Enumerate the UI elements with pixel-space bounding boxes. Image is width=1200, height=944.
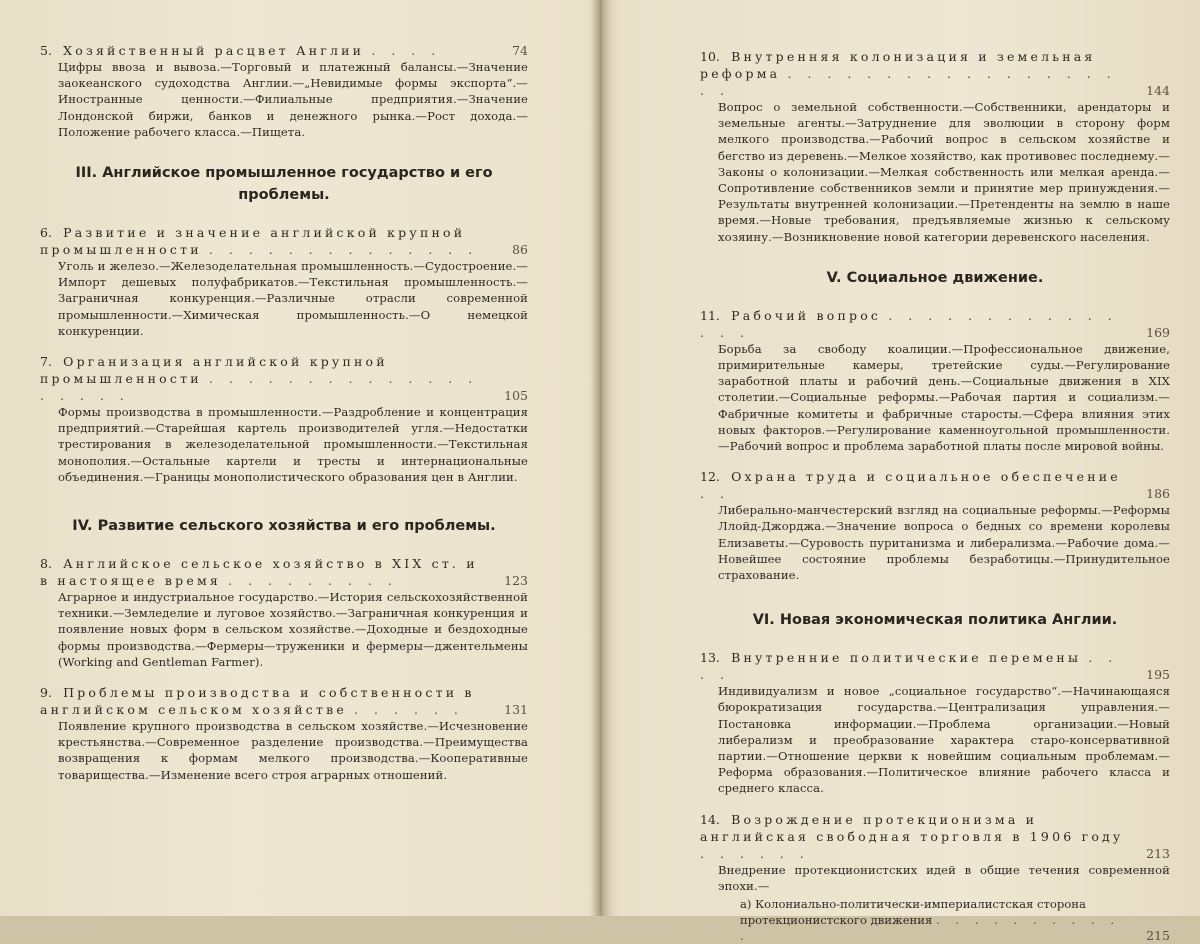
toc-entry-13: [700, 649, 1170, 796]
toc-subentry-14a: [700, 896, 1170, 944]
entry-title: Английское сельское хозяйство в XIX ст. и в настоящее время: [40, 556, 478, 589]
leader-dots: . . . . . .: [354, 702, 464, 718]
leader-dots: . . . . . . . . . . .: [740, 913, 1121, 944]
right-page: [602, 0, 1200, 944]
entry-summary: Формы производства в промышленности.—Раздробление и концентрация предприятий.—Старейшая картель производителей угля.—Недостатки трестирования в железоделательной промышленности.—Текстильная монополия.—Остальные картели и тресты и интернациональные объединения.—Границы монополистического образования цен в Англии.: [58, 405, 528, 484]
entry-title: Рабочий вопрос: [731, 307, 882, 323]
leader-dots: . . . . . . . . . . . . . . .: [700, 307, 1118, 340]
leader-dots: . . . . . . . . . . . . . . . . . . .: [700, 66, 1117, 98]
leader-dots: . . . . . . . . . . . . . . . . . . .: [40, 371, 479, 404]
leader-dots: . .: [700, 486, 730, 502]
entry-number: 13.: [700, 650, 720, 666]
leader-dots: . . . .: [371, 43, 442, 58]
toc-entry-7: [40, 353, 528, 485]
leader-dots: . . . . . .: [700, 845, 810, 861]
entry-title: Проблемы производства и собственности в английском сельском хозяйстве: [40, 685, 475, 718]
entry-title: Внутренние политические перемены: [731, 650, 1082, 666]
entry-title: Развитие и значение английской крупной промышленности: [40, 225, 466, 258]
entry-number: 14.: [700, 811, 720, 827]
entry-summary: Индивидуализм и новое „социальное государство“.—Начинающаяся бюрократизация государства.—Централизация управления.—Постановка информации.—Проблема организации.—Новый либерализм и преобразование характера старо-консервативной партии.—Отношение церкви к новейшим социальным проблемам.—Реформа образования.—Политическое влияние рабочего класса и среднего класса.: [718, 684, 1170, 796]
entry-title: Хозяйственный расцвет Англии: [63, 43, 365, 58]
toc-entry-10: [700, 48, 1170, 245]
entry-number: 12.: [700, 469, 720, 485]
toc-entry-6: [40, 224, 528, 339]
entry-page-number: 213: [1146, 845, 1170, 861]
entry-number: 9.: [40, 685, 52, 701]
part-heading-6: VI. Новая экономическая политика Англии.: [752, 612, 1118, 629]
entry-summary: Аграрное и индустриальное государство.—История сельскохозяйственной техники.—Земледелие и луговое хозяйство.—Заграничная конкуренция и появление новых форм в сельском хозяйстве.—Доходные и бездоходные формы производства.—Фермеры—труженики и фермеры—джентельмены (Working and Gentleman Farmer).: [58, 590, 528, 669]
entry-summary: Либерально-манчестерский взгляд на социальные реформы.—Реформы Ллойд-Джорджа.—Значение вопроса о бедных со времени королевы Елизаветы.—Суровость пуританизма и либерализма.—Рабочие дома.—Новейшее состояние проблемы безработицы.—Принудительное страхование.: [718, 503, 1170, 583]
entry-page-number: 86: [512, 242, 528, 258]
entry-summary: Борьба за свободу коалиции.—Профессиональное движение, примирительные камеры, третейские суды.—Регулирование заработной платы и рабочий день.—Социальные движения в XIX столетии.—Социальные реформы.—Рабочая партия и социализм.—Фабричные комитеты и фабричные старосты.—Сфера влияния этих новых факторов.—Регулирование каменноугольной промышленности.—Рабочий вопрос и проблема заработной платы после мировой войны.: [718, 341, 1170, 454]
entry-number: 5.: [40, 43, 52, 58]
entry-number: 6.: [40, 225, 52, 241]
toc-entry-11: [700, 307, 1170, 454]
leader-dots: . . . . . . . . .: [228, 573, 398, 589]
entry-page-number: 195: [1146, 667, 1170, 683]
entry-page-number: 123: [504, 573, 528, 589]
entry-page-number: 144: [1146, 83, 1170, 98]
entry-page-number: 105: [504, 388, 528, 404]
entry-title: Охрана труда и социальное обеспечение: [731, 469, 1121, 485]
entry-summary: Вопрос о земельной собственности.—Собственники, арендаторы и земельные агенты.—Затруднение для эволюции в сторону форм мелкого производства.—Рабочий вопрос в сельском хозяйстве и бегство из деревень.—Мелкое хозяйство, как противовес последнему.—Законы о колонизации.—Мелкая собственность или мелкая аренда.—Сопротивление собственников земли и принятие мер принуждения.—Результаты внутренней колонизации.—Претенденты на землю в наше время.—Новые требования, предъявляемые жизнью к сельскому хозяину.—Возникновение новой категории деревенского населения.: [718, 100, 1170, 244]
entry-summary: Появление крупного производства в сельском хозяйстве.—Исчезновение крестьянства.—Современное разделение производства.—Преимущества возвращения к формам мелкого производства.—Кооперативные товарищества.—Изменение всего строя аграрных отношений.: [58, 719, 528, 782]
entry-page-number: 169: [1146, 324, 1170, 340]
entry-summary: Внедрение протекционистских идей в общие течения современной эпохи.—: [718, 862, 1170, 893]
entry-page-number: 74: [512, 43, 528, 58]
entry-page-number: 186: [1146, 486, 1170, 502]
toc-entry-9: [40, 684, 528, 783]
entry-number: 10.: [700, 49, 720, 64]
leader-dots: . . . . . . . . . . . . . .: [208, 242, 479, 258]
left-page: [0, 0, 598, 916]
toc-entry-14: [700, 811, 1170, 894]
entry-title: Внутренняя колонизация и земельная реформа: [700, 49, 1096, 81]
entry-title: Возрождение протекционизма и английская свободная торговля в 1906 году: [700, 811, 1124, 844]
toc-entry-5: [40, 42, 528, 140]
subentry-title: а) Колониально-политически-империалистская сторона протекционистского движения: [740, 897, 1086, 928]
leader-dots: . . . .: [700, 650, 1119, 683]
toc-entry-12: [700, 468, 1170, 583]
toc-entry-8: [40, 555, 528, 670]
entry-title: Организация английской крупной промышленности: [40, 354, 388, 387]
entry-number: 7.: [40, 354, 52, 370]
part-heading-4: IV. Развитие сельского хозяйства и его проблемы.: [72, 518, 496, 535]
entry-summary: Уголь и железо.—Железоделательная промышленность.—Судостроение.—Импорт дешевых полуфабрикатов.—Текстильная промышленность.—Заграничная конкуренция.—Различные отрасли современной промышленности.—Химическая промышленность.—О немецкой конкуренции.: [58, 259, 528, 338]
entry-page-number: 131: [504, 702, 528, 718]
part-heading-5: V. Социальное движение.: [826, 269, 1044, 286]
entry-number: 8.: [40, 556, 52, 572]
entry-number: 11.: [700, 307, 720, 323]
subentry-page-number: 215: [1146, 928, 1170, 944]
entry-summary: Цифры ввоза и вывоза.—Торговый и платежный балансы.—Значение заокеанского судоходства Англии.—„Невидимые формы экспорта“.—Иностранные ценности.—Филиальные предприятия.—Значение Лондонской биржи, банков и денежного рынка.—Рост дохода.—Положение рабочего класса.—Пищета.: [58, 60, 528, 139]
part-heading-3: III. Английское промышленное государство и его проблемы.: [75, 165, 493, 204]
